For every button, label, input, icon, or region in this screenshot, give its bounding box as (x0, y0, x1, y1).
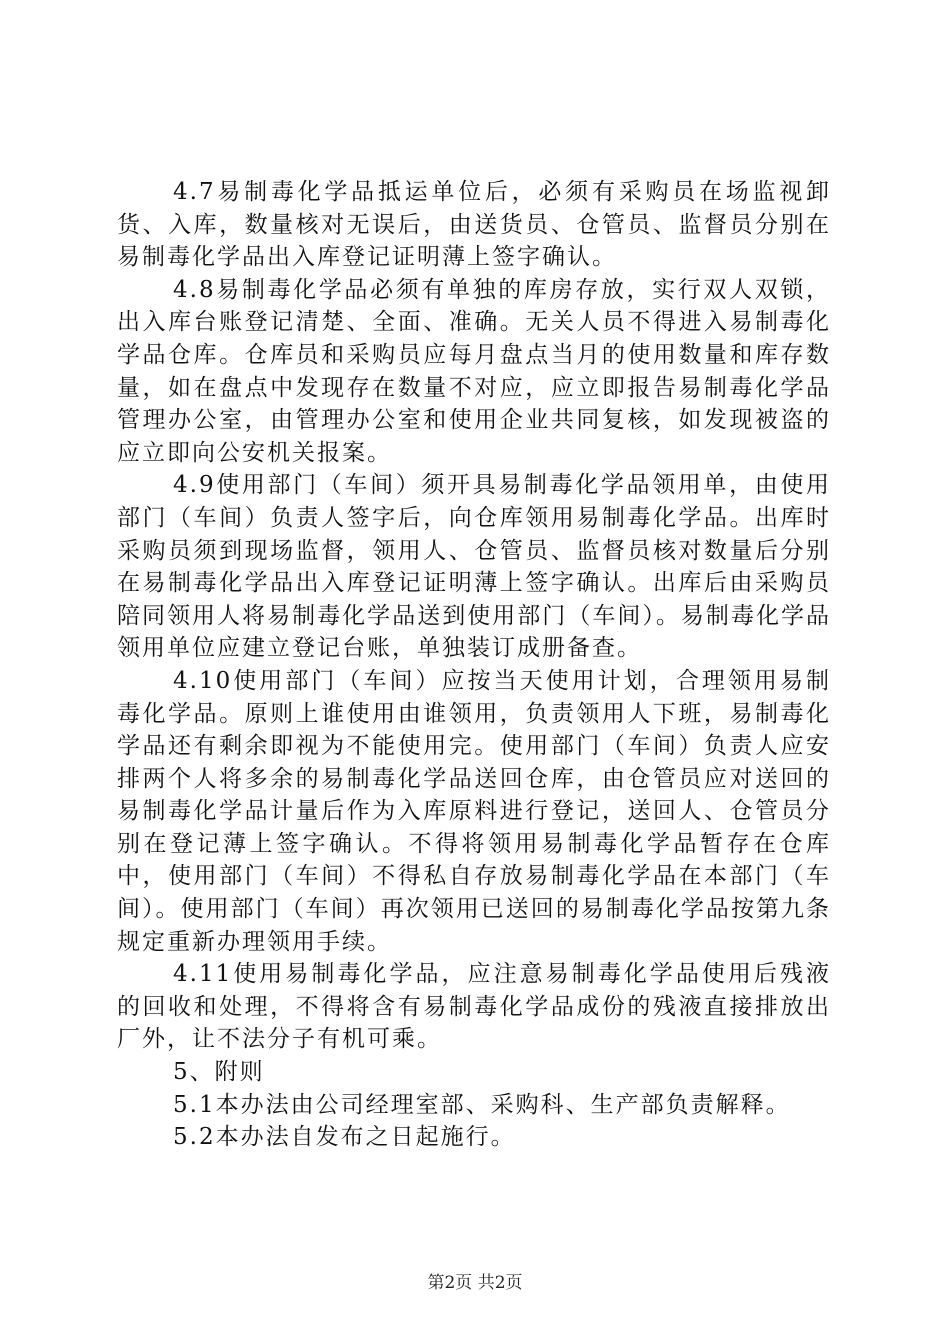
paragraph-4-8: 4.8易制毒化学品必须有单独的库房存放，实行双人双锁，出入库台账登记清楚、全面、准确。无关人员不得进入易制毒化学品仓库。仓库员和采购员应每月盘点当月的使用数量和库存数量，如在盘点中发现存在数量不对应，应立即报告易制毒化学品管理办公室，由管理办公室和使用企业共同复核，如发现被盗的应立即向公安机关报案。 (117, 276, 831, 466)
paragraph-4-7: 4.7易制毒化学品抵运单位后，必须有采购员在场监视卸货、入库，数量核对无误后，由送货员、仓管员、监督员分别在易制毒化学品出入库登记证明薄上签字确认。 (117, 179, 831, 271)
paragraph-5-1: 5.1本办法由公司经理室部、采购科、生产部负责解释。 (173, 1091, 791, 1118)
paragraph-4-10: 4.10使用部门（车间）应按当天使用计划，合理领用易制毒化学品。原则上谁使用由谁领用，负责领用人下班，易制毒化学品还有剩余即视为不能使用完。使用部门（车间）负责人应安排两个人将多余的易制毒化学品送回仓库，由仓管员应对送回的易制毒化学品计量后作为入库原料进行登记，送回人、仓管员分别在登记薄上签字确认。不得将领用易制毒化学品暂存在仓库中，使用部门（车间）不得私自存放易制毒化学品在本部门（车间）。使用部门（车间）再次领用已送回的易制毒化学品按第九条规定重新办理领用手续。 (117, 667, 831, 955)
paragraph-4-9: 4.9使用部门（车间）须开具易制毒化学品领用单，由使用部门（车间）负责人签字后，向仓库领用易制毒化学品。出库时采购员须到现场监督，领用人、仓管员、监督员核对数量后分别在易制毒化学品出入库登记证明薄上签字确认。出库后由采购员陪同领用人将易制毒化学品送到使用部门（车间）。易制毒化学品领用单位应建立登记台账，单独装订成册备查。 (117, 472, 831, 662)
paragraph-4-11: 4.11使用易制毒化学品，应注意易制毒化学品使用后残液的回收和处理，不得将含有易制毒化学品成份的残液直接排放出厂外，让不法分子有机可乘。 (117, 961, 831, 1053)
document-body (117, 176, 831, 1154)
page-number-footer: 第2页 共2页 (427, 1273, 523, 1293)
section-heading-5: 5、附则 (173, 1059, 265, 1086)
paragraph-5-2: 5.2本办法自发布之日起施行。 (173, 1124, 516, 1151)
